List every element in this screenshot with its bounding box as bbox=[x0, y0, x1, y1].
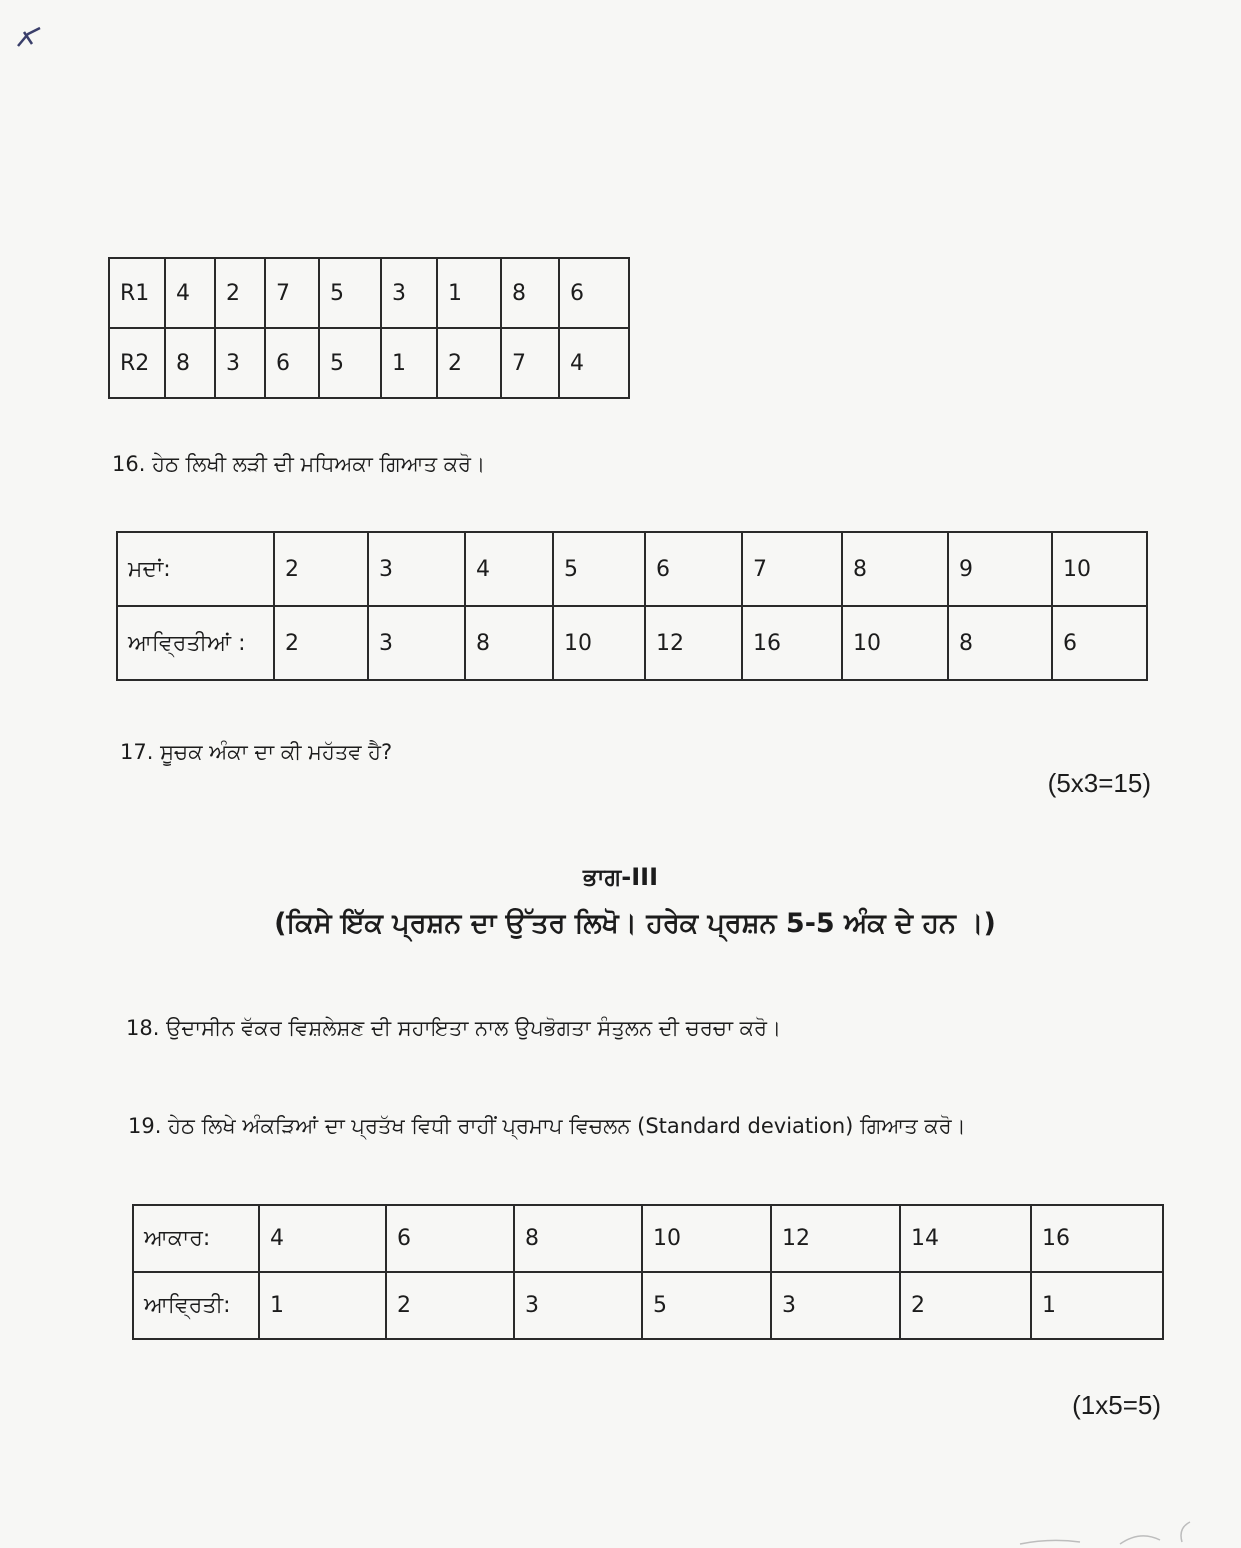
rank-cell: 6 bbox=[559, 258, 629, 328]
sd-row-size bbox=[133, 1205, 1163, 1272]
table-cell: 2 bbox=[386, 1272, 514, 1339]
table-cell: 7 bbox=[742, 532, 842, 606]
table-cell: 12 bbox=[645, 606, 742, 680]
table-cell: 8 bbox=[842, 532, 948, 606]
table-cell: 3 bbox=[368, 606, 465, 680]
table-cell: 1 bbox=[259, 1272, 386, 1339]
pen-mark-icon bbox=[14, 24, 44, 50]
table-cell: 10 bbox=[842, 606, 948, 680]
table-cell: 10 bbox=[642, 1205, 771, 1272]
row-label: R2 bbox=[109, 328, 165, 398]
median-table bbox=[116, 531, 1148, 681]
question-16: 16. ਹੇਠ ਲਿਖੀ ਲੜੀ ਦੀ ਮਧਿਅਕਾ ਗਿਆਤ ਕਰੋ। bbox=[112, 452, 486, 476]
question-19: 19. ਹੇਠ ਲਿਖੇ ਅੰਕੜਿਆਂ ਦਾ ਪ੍ਰਤੱਖ ਵਿਧੀ ਰਾਹੀਂ ਪ੍ਰਮਾਪ ਵਿਚਲਨ (Standard deviation) ਗਿਆਤ ਕਰੋ। bbox=[128, 1114, 966, 1138]
table-cell: 12 bbox=[771, 1205, 900, 1272]
table-cell: 2 bbox=[274, 532, 368, 606]
question-17: 17. ਸੂਚਕ ਅੰਕਾ ਦਾ ਕੀ ਮਹੱਤਵ ਹੈ? bbox=[120, 740, 393, 764]
table-cell: 2 bbox=[274, 606, 368, 680]
rank-cell: 1 bbox=[437, 258, 501, 328]
marks-part-2: (5x3=15) bbox=[1047, 768, 1151, 798]
table-cell: 4 bbox=[259, 1205, 386, 1272]
rank-cell: 6 bbox=[265, 328, 319, 398]
rank-cell: 4 bbox=[165, 258, 215, 328]
table-cell: 14 bbox=[900, 1205, 1031, 1272]
median-row-items bbox=[117, 532, 1147, 606]
table-cell: 10 bbox=[1052, 532, 1147, 606]
rank-cell: 5 bbox=[319, 258, 381, 328]
rank-cell: 4 bbox=[559, 328, 629, 398]
table-cell: 6 bbox=[645, 532, 742, 606]
median-row-frequencies bbox=[117, 606, 1147, 680]
rank-cell: 3 bbox=[381, 258, 437, 328]
table-cell: 1 bbox=[1031, 1272, 1163, 1339]
part-3-title: ਭਾਗ-III bbox=[582, 863, 659, 891]
table-cell: 8 bbox=[514, 1205, 642, 1272]
row-label: ਮਦਾਂ: bbox=[117, 532, 274, 606]
table-cell: 5 bbox=[642, 1272, 771, 1339]
table-cell: 3 bbox=[368, 532, 465, 606]
part-3-instruction: (ਕਿਸੇ ਇੱਕ ਪ੍ਰਸ਼ਨ ਦਾ ਉੱਤਰ ਲਿਖੋ। ਹਰੇਕ ਪ੍ਰਸ਼ਨ 5-5 ਅੰਕ ਦੇ ਹਨ ।) bbox=[274, 908, 996, 939]
table-cell: 3 bbox=[514, 1272, 642, 1339]
table-cell: 6 bbox=[386, 1205, 514, 1272]
table-cell: 16 bbox=[1031, 1205, 1163, 1272]
row-label: ਆਵ੍ਰਿਤੀਆਂ : bbox=[117, 606, 274, 680]
row-label: ਆਵ੍ਰਿਤੀ: bbox=[133, 1272, 259, 1339]
table-cell: 8 bbox=[948, 606, 1052, 680]
rank-row-r2 bbox=[109, 328, 629, 398]
question-18: 18. ਉਦਾਸੀਨ ਵੱਕਰ ਵਿਸ਼ਲੇਸ਼ਣ ਦੀ ਸਹਾਇਤਾ ਨਾਲ ਉਪਭੋਗਤਾ ਸੰਤੁਲਨ ਦੀ ਚਰਚਾ ਕਰੋ। bbox=[126, 1016, 782, 1040]
rank-cell: 8 bbox=[501, 258, 559, 328]
rank-cell: 8 bbox=[165, 328, 215, 398]
table-cell: 8 bbox=[465, 606, 553, 680]
rank-cell: 2 bbox=[215, 258, 265, 328]
table-cell: 6 bbox=[1052, 606, 1147, 680]
rank-cell: 5 bbox=[319, 328, 381, 398]
pen-scribble-icon bbox=[1010, 1520, 1210, 1548]
table-cell: 10 bbox=[553, 606, 645, 680]
rank-cell: 7 bbox=[265, 258, 319, 328]
rank-table bbox=[108, 257, 630, 399]
marks-part-3: (1x5=5) bbox=[1072, 1390, 1161, 1420]
table-cell: 2 bbox=[900, 1272, 1031, 1339]
rank-cell: 1 bbox=[381, 328, 437, 398]
rank-cell: 2 bbox=[437, 328, 501, 398]
sd-row-frequency bbox=[133, 1272, 1163, 1339]
table-cell: 9 bbox=[948, 532, 1052, 606]
row-label: ਆਕਾਰ: bbox=[133, 1205, 259, 1272]
sd-table bbox=[132, 1204, 1164, 1340]
table-cell: 5 bbox=[553, 532, 645, 606]
table-cell: 4 bbox=[465, 532, 553, 606]
rank-cell: 7 bbox=[501, 328, 559, 398]
rank-row-r1 bbox=[109, 258, 629, 328]
table-cell: 3 bbox=[771, 1272, 900, 1339]
table-cell: 16 bbox=[742, 606, 842, 680]
row-label: R1 bbox=[109, 258, 165, 328]
rank-cell: 3 bbox=[215, 328, 265, 398]
